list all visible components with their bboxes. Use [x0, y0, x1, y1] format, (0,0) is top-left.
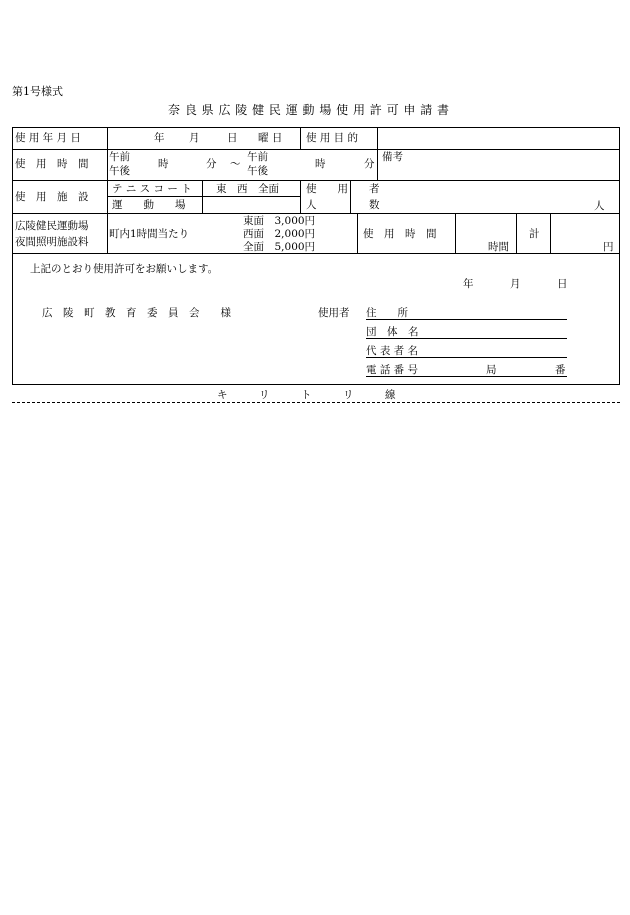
end-am[interactable]: 午前 [247, 151, 268, 163]
purpose-field[interactable] [378, 128, 619, 149]
month-field[interactable]: 月 [189, 132, 200, 144]
addressee: 広 陵 町 教 育 委 員 会 様 [42, 307, 231, 319]
tennis-court-option[interactable]: テ ニ ス コ ー ト [112, 183, 192, 195]
representative-field[interactable] [366, 344, 567, 358]
ground-option[interactable]: 運 動 場 [112, 199, 186, 211]
hours-field[interactable] [456, 214, 486, 253]
year-field[interactable]: 年 [154, 132, 165, 144]
fee-label-1: 広陵健民運動場 [15, 220, 89, 232]
start-am[interactable]: 午前 [109, 151, 130, 163]
address-label: 住 所 [366, 307, 408, 319]
remarks-label: 備考 [382, 151, 403, 163]
price-east: 東面 3,000円 [243, 215, 316, 227]
group-name-field[interactable] [366, 325, 567, 339]
end-pm[interactable]: 午後 [247, 165, 268, 177]
persons-field[interactable] [378, 181, 592, 213]
representative-label: 代 表 者 名 [366, 345, 419, 357]
phone-number: 番 [555, 364, 566, 376]
request-day[interactable]: 日 [557, 278, 568, 290]
request-month[interactable]: 月 [510, 278, 521, 290]
price-west: 西面 2,000円 [243, 228, 316, 240]
remarks-field[interactable] [378, 150, 619, 180]
form-number: 第1号様式 [12, 85, 63, 98]
phone-label: 電 話 番 号 [366, 364, 419, 376]
phone-exchange: 局 [486, 364, 497, 376]
purpose-label: 使 用 目 的 [306, 132, 359, 144]
per-hour-label: 町内1時間当たり [109, 228, 190, 240]
end-hour: 時 [315, 158, 326, 170]
document-title: 奈 良 県 広 陵 健 民 運 動 場 使 用 許 可 申 請 書 [168, 103, 450, 117]
hours-unit: 時間 [488, 241, 509, 253]
end-minute: 分 [364, 158, 375, 170]
group-name-label: 団 体 名 [366, 326, 419, 338]
date-label: 使 用 年 月 日 [15, 132, 81, 144]
yen-unit: 円 [603, 241, 614, 253]
start-pm[interactable]: 午後 [109, 165, 130, 177]
persons-unit: 人 [594, 200, 605, 212]
cut-line [12, 402, 620, 403]
fee-label-2: 夜間照明施設料 [15, 236, 89, 248]
yen-field[interactable] [551, 214, 601, 253]
users-label-2: 人 数 [306, 199, 380, 211]
request-text: 上記のとおり使用許可をお願いします。 [30, 263, 219, 275]
users-label-1: 使 用 者 [306, 183, 380, 195]
cut-line-text: キ リ ト リ 線 [217, 389, 396, 401]
lighting-time-label: 使 用 時 間 [363, 228, 437, 240]
day-field[interactable]: 日 [227, 132, 238, 144]
phone-field[interactable] [366, 363, 567, 377]
tilde: 〜 [230, 158, 241, 170]
total-label: 計 [529, 228, 540, 240]
weekday-field[interactable]: 曜 日 [258, 132, 283, 144]
address-field[interactable] [366, 306, 567, 320]
price-full: 全面 5,000円 [243, 241, 316, 253]
start-minute: 分 [206, 158, 217, 170]
request-year[interactable]: 年 [463, 278, 474, 290]
start-hour: 時 [158, 158, 169, 170]
east-west-option[interactable]: 東 西 全面 [216, 183, 279, 195]
facility-label: 使 用 施 設 [15, 191, 89, 203]
time-label: 使 用 時 間 [15, 158, 89, 170]
applicant-label: 使用者 [318, 307, 350, 319]
